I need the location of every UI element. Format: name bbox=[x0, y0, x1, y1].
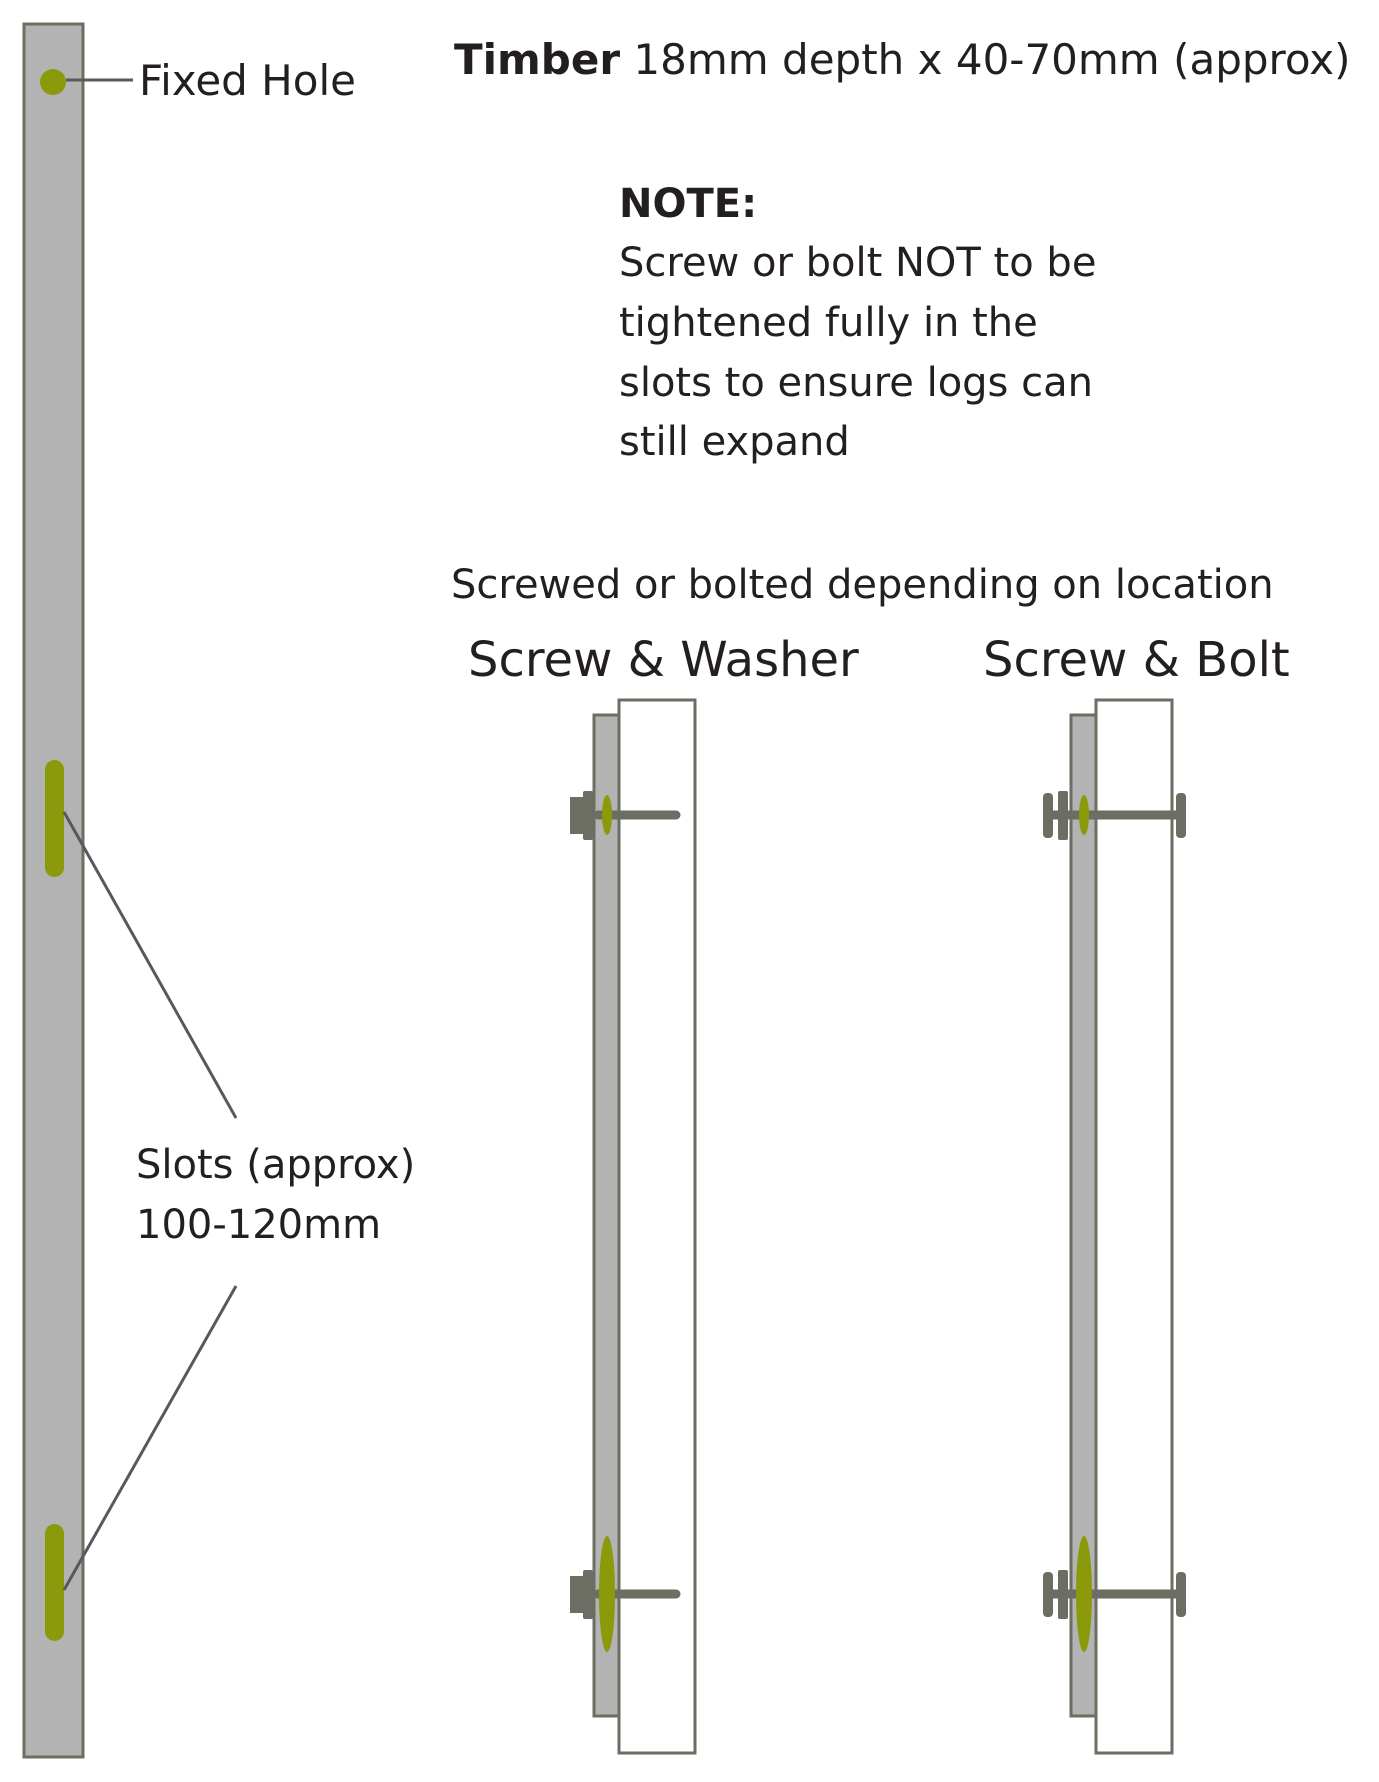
screw-washer-assembly bbox=[570, 700, 695, 1753]
sw-lower-slot-mark bbox=[599, 1536, 615, 1652]
slot-lower-leader bbox=[64, 1286, 236, 1590]
sb-upper-washer bbox=[1058, 791, 1068, 840]
sb-upper-slot-mark bbox=[1079, 795, 1089, 835]
sw-upper-washer bbox=[583, 791, 593, 840]
note-line-1: Screw or bolt NOT to be bbox=[619, 240, 1097, 286]
sb-lower-slot-mark bbox=[1076, 1536, 1092, 1652]
note-line-4: still expand bbox=[619, 419, 850, 465]
sw-lower-washer bbox=[583, 1570, 593, 1619]
note-heading: NOTE: bbox=[619, 181, 758, 227]
slots-label-line-2: 100-120mm bbox=[136, 1202, 382, 1248]
timber-spec-bold: Timber bbox=[454, 35, 621, 84]
screw-bolt-assembly bbox=[1043, 700, 1186, 1753]
sb-lower-washer bbox=[1058, 1570, 1068, 1619]
slot-lower bbox=[45, 1524, 64, 1641]
note-line-2: tightened fully in the bbox=[619, 300, 1038, 346]
screw-washer-title: Screw & Washer bbox=[468, 632, 859, 688]
batten-body bbox=[24, 24, 83, 1757]
slot-upper bbox=[45, 760, 64, 877]
fixed-hole-label: Fixed Hole bbox=[139, 56, 356, 105]
sb-lower-nut bbox=[1176, 1572, 1186, 1617]
sw-upper-screw-head bbox=[570, 797, 583, 834]
note-line-3: slots to ensure logs can bbox=[619, 360, 1093, 406]
sb-upper-bolt-head bbox=[1043, 793, 1053, 838]
sw-lower-screw-head bbox=[570, 1576, 583, 1613]
slots-label-line-1: Slots (approx) bbox=[136, 1142, 416, 1188]
timber-spec bbox=[454, 35, 1351, 84]
screw-bolt-title: Screw & Bolt bbox=[983, 632, 1290, 688]
fixing-caption: Screwed or bolted depending on location bbox=[451, 562, 1274, 608]
sw-upper-slot-mark bbox=[602, 795, 612, 835]
slot-upper-leader bbox=[64, 812, 236, 1118]
timber-batten bbox=[24, 24, 83, 1757]
fixed-hole bbox=[40, 69, 66, 95]
timber-spec-dims: 18mm depth x 40-70mm (approx) bbox=[620, 35, 1351, 84]
sb-upper-nut bbox=[1176, 793, 1186, 838]
sb-lower-bolt-head bbox=[1043, 1572, 1053, 1617]
